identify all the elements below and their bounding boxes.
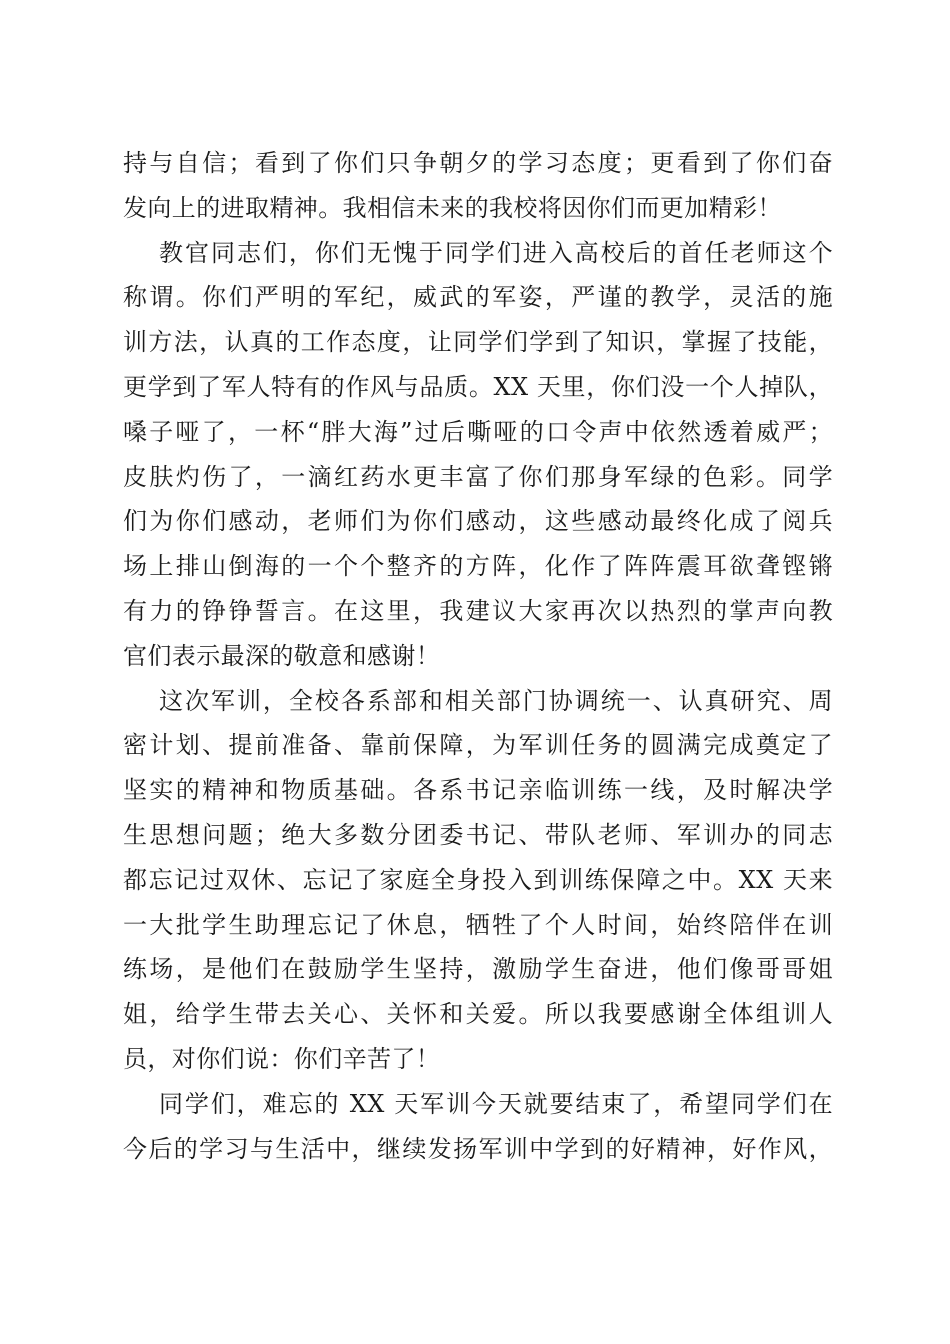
text-line: 发向上的进取精神。我相信未来的我校将因你们而更加精彩！ (123, 193, 782, 222)
text-line: 嗓子哑了，一杯“胖大海”过后嘶哑的口令声中依然透着威严； (123, 417, 833, 446)
text-line: 都忘记过双休、忘记了家庭全身投入到训练保障之中。XX 天来 (123, 865, 833, 894)
text-line: 更学到了军人特有的作风与品质。XX 天里，你们没一个人掉队， (123, 372, 833, 401)
text-line: 场上排山倒海的一个个整齐的方阵，化作了阵阵震耳欲聋铿锵 (123, 552, 833, 581)
text-line: 有力的铮铮誓言。在这里，我建议大家再次以热烈的掌声向教 (123, 596, 833, 625)
text-line: 一大批学生助理忘记了休息，牺牲了个人时间，始终陪伴在训 (123, 910, 833, 939)
text-line: 坚实的精神和物质基础。各系书记亲临训练一线，及时解决学 (123, 776, 833, 805)
text-line: 皮肤灼伤了，一滴红药水更丰富了你们那身军绿的色彩。同学 (123, 462, 833, 491)
text-line: 们为你们感动，老师们为你们感动，这些感动最终化成了阅兵 (123, 507, 833, 536)
text-line: 生思想问题；绝大多数分团委书记、带队老师、军训办的同志 (123, 820, 833, 849)
text-line: 官们表示最深的敬意和感谢！ (123, 641, 441, 670)
paragraph-4 (123, 1082, 833, 1172)
text-line: 今后的学习与生活中，继续发扬军训中学到的好精神，好作风， (123, 1134, 833, 1163)
text-line: 持与自信；看到了你们只争朝夕的学习态度；更看到了你们奋 (123, 149, 833, 177)
text-line: 训方法，认真的工作态度，让同学们学到了知识，掌握了技能， (123, 328, 833, 357)
paragraph-3 (123, 679, 833, 1082)
text-line: 员，对你们说：你们辛苦了！ (123, 1044, 441, 1073)
text-line: 练场，是他们在鼓励学生坚持，激励学生奋进，他们像哥哥姐 (123, 955, 833, 984)
paragraph-1 (123, 141, 833, 231)
text-line: 这次军训，全校各系部和相关部门协调统一、认真研究、周 (159, 686, 833, 715)
text-line: 同学们，难忘的 XX 天军训今天就要结束了，希望同学们在 (159, 1089, 833, 1118)
document-body (123, 141, 833, 1171)
text-line: 称谓。你们严明的军纪，威武的军姿，严谨的教学，灵活的施 (123, 283, 833, 312)
paragraph-2 (123, 231, 833, 679)
text-line: 姐，给学生带去关心、关怀和关爱。所以我要感谢全体组训人 (123, 1000, 833, 1029)
text-line: 教官同志们，你们无愧于同学们进入高校后的首任老师这个 (159, 238, 833, 267)
text-line: 密计划、提前准备、靠前保障，为军训任务的圆满完成奠定了 (123, 731, 833, 760)
